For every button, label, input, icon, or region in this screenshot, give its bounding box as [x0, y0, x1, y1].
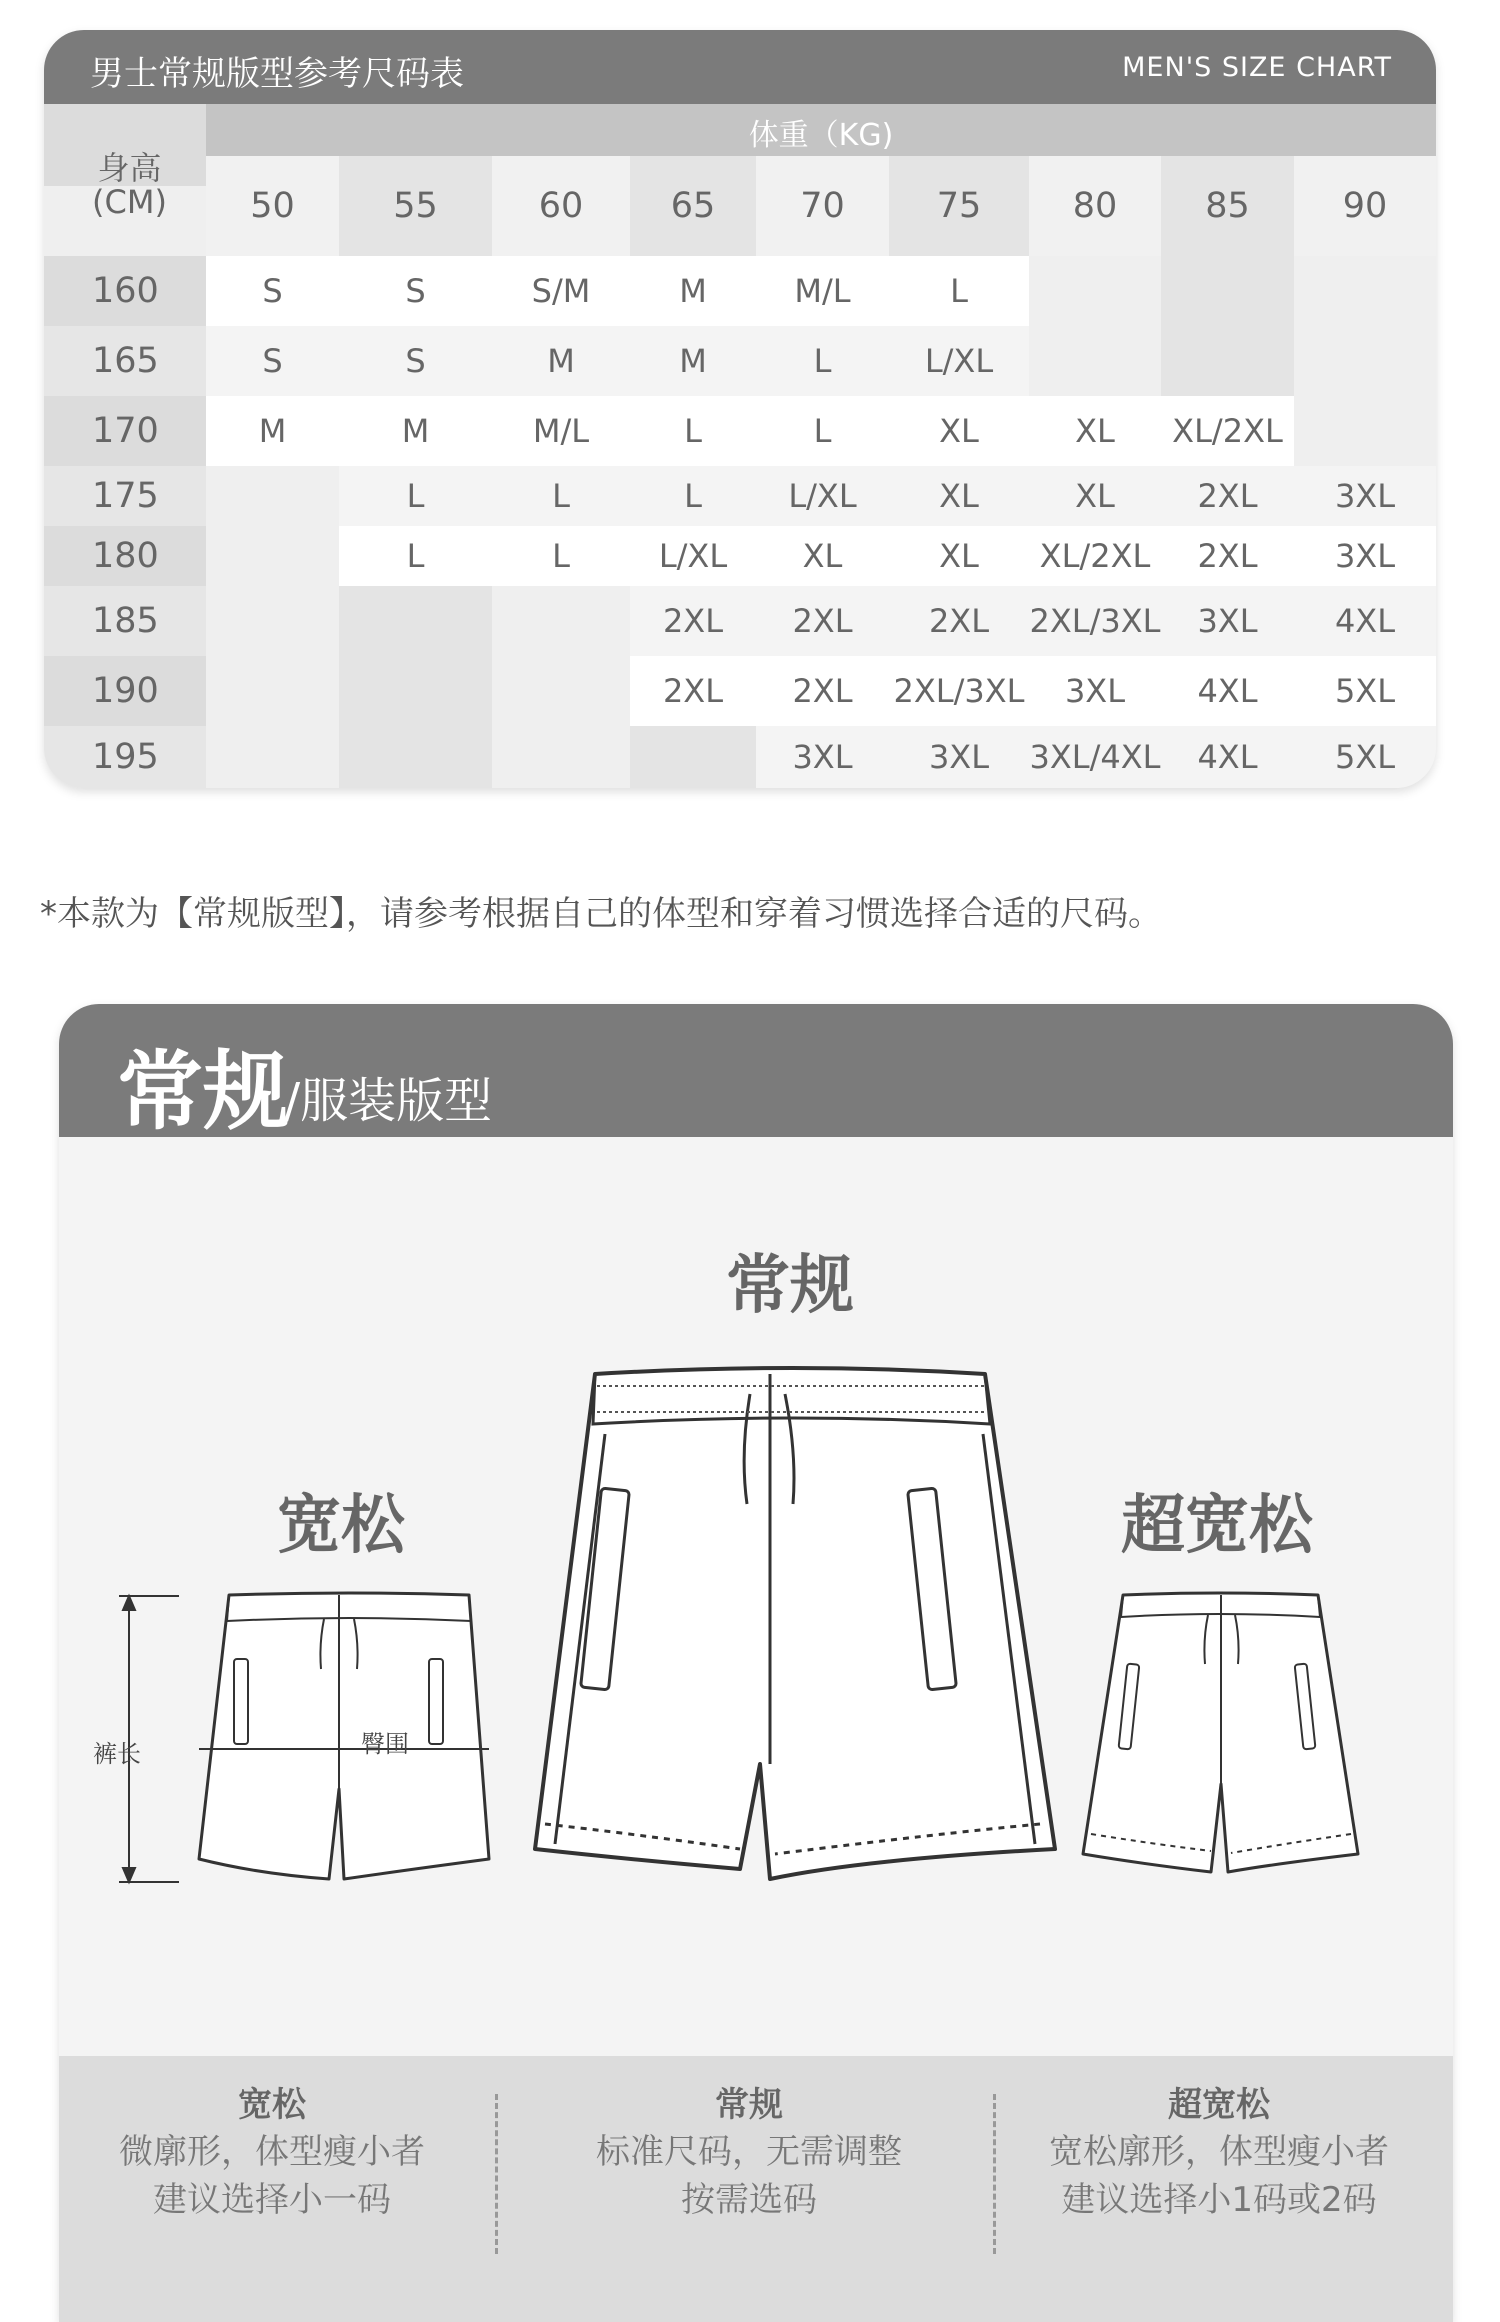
- label-loose: 宽松: [277, 1489, 405, 1563]
- size-cell: 3XL: [756, 726, 889, 788]
- height-row-165: 165: [44, 326, 206, 396]
- weight-header-60: 60: [492, 156, 630, 256]
- size-cell: 2XL: [756, 656, 889, 726]
- weight-header-55: 55: [339, 156, 492, 256]
- size-cell: 5XL: [1294, 656, 1436, 726]
- size-cell: [339, 656, 492, 726]
- size-cell: [206, 526, 339, 586]
- size-cell: [339, 586, 492, 656]
- size-cell: L: [339, 466, 492, 526]
- height-header-label: 身高 (CM): [92, 149, 167, 221]
- desc-loose-line-2: 建议选择小一码: [153, 2180, 391, 2220]
- size-cell: [1029, 326, 1161, 396]
- size-cell: XL/2XL: [1029, 526, 1161, 586]
- fit-title-main: 常规: [117, 1042, 289, 1142]
- size-cell: M/L: [492, 396, 630, 466]
- size-cell: [206, 586, 339, 656]
- size-cell: L: [756, 396, 889, 466]
- size-cell: XL: [889, 466, 1029, 526]
- size-cell: [630, 726, 756, 788]
- weight-header-70: 70: [756, 156, 889, 256]
- size-cell: M/L: [756, 256, 889, 326]
- size-cell: L: [630, 396, 756, 466]
- desc-divider-2: [993, 2094, 996, 2254]
- desc-loose-line-1: 微廓形，体型瘦小者: [119, 2132, 425, 2172]
- size-cell: [492, 586, 630, 656]
- size-cell: S: [206, 326, 339, 396]
- height-row-180: 180: [44, 526, 206, 586]
- size-cell: L: [630, 466, 756, 526]
- size-cell: 3XL: [1029, 656, 1161, 726]
- height-row-175: 175: [44, 466, 206, 526]
- size-chart-title: 男士常规版型参考尺码表: [90, 54, 464, 94]
- size-cell: S: [339, 256, 492, 326]
- size-cell: 4XL: [1294, 586, 1436, 656]
- desc-divider-1: [495, 2094, 498, 2254]
- fit-card: [59, 1004, 1453, 2322]
- size-cell: 4XL: [1161, 656, 1294, 726]
- size-cell: [1294, 256, 1436, 326]
- height-row-195: 195: [44, 726, 206, 788]
- desc-extra-loose-line-1: 宽松廓形，体型瘦小者: [1049, 2132, 1389, 2172]
- size-cell: 4XL: [1161, 726, 1294, 788]
- size-cell: S: [339, 326, 492, 396]
- size-cell: XL: [1029, 466, 1161, 526]
- size-cell: 3XL: [1294, 526, 1436, 586]
- size-cell: 2XL: [889, 586, 1029, 656]
- length-label: 裤长: [93, 1740, 141, 1768]
- size-cell: 2XL: [630, 656, 756, 726]
- label-regular: 常规: [726, 1249, 854, 1323]
- size-cell: XL: [889, 526, 1029, 586]
- size-cell: M: [630, 326, 756, 396]
- size-cell: 2XL/3XL: [1029, 586, 1161, 656]
- weight-header-65: 65: [630, 156, 756, 256]
- size-cell: [492, 726, 630, 788]
- fit-title-sub: /服装版型: [284, 1073, 493, 1129]
- size-cell: 3XL/4XL: [1029, 726, 1161, 788]
- desc-regular: [549, 2082, 949, 2224]
- size-cell: L: [756, 326, 889, 396]
- desc-extra-loose: [1019, 2082, 1419, 2224]
- height-row-185: 185: [44, 586, 206, 656]
- size-cell: 2XL: [630, 586, 756, 656]
- desc-regular-line-1: 标准尺码，无需调整: [596, 2132, 902, 2172]
- size-cell: S/M: [492, 256, 630, 326]
- fit-note: *本款为【常规版型】，请参考根据自己的体型和穿着习惯选择合适的尺码。: [40, 894, 1162, 934]
- size-cell: 2XL: [1161, 526, 1294, 586]
- size-cell: [1029, 256, 1161, 326]
- weight-header-50: 50: [206, 156, 339, 256]
- size-cell: L/XL: [630, 526, 756, 586]
- size-cell: M: [339, 396, 492, 466]
- size-cell: L/XL: [889, 326, 1029, 396]
- size-cell: 2XL: [756, 586, 889, 656]
- size-cell: 3XL: [1161, 586, 1294, 656]
- height-row-170: 170: [44, 396, 206, 466]
- weight-header-label: 体重（KG): [748, 118, 894, 153]
- weight-header-90: 90: [1294, 156, 1436, 256]
- size-cell: [1161, 326, 1294, 396]
- size-cell: M: [630, 256, 756, 326]
- weight-header-80: 80: [1029, 156, 1161, 256]
- size-cell: 5XL: [1294, 726, 1436, 788]
- size-chart-card: [44, 30, 1436, 788]
- size-cell: M: [492, 326, 630, 396]
- size-cell: [206, 656, 339, 726]
- size-cell: XL: [889, 396, 1029, 466]
- size-cell: XL/2XL: [1161, 396, 1294, 466]
- height-row-160: 160: [44, 256, 206, 326]
- size-cell: 2XL: [1161, 466, 1294, 526]
- size-cell: [206, 466, 339, 526]
- size-cell: S: [206, 256, 339, 326]
- weight-header-85: 85: [1161, 156, 1294, 256]
- hip-label: 臀围: [361, 1730, 409, 1758]
- size-cell: [206, 726, 339, 788]
- desc-loose: [72, 2082, 472, 2224]
- size-chart-subtitle: MEN'S SIZE CHART: [1122, 52, 1392, 83]
- size-cell: L/XL: [756, 466, 889, 526]
- size-cell: XL: [756, 526, 889, 586]
- size-cell: [1294, 396, 1436, 466]
- desc-extra-loose-line-2: 建议选择小1码或2码: [1061, 2180, 1377, 2220]
- size-cell: [1294, 326, 1436, 396]
- desc-regular-title: 常规: [715, 2085, 783, 2125]
- label-extra-loose: 超宽松: [1121, 1489, 1313, 1563]
- size-cell: L: [339, 526, 492, 586]
- height-row-190: 190: [44, 656, 206, 726]
- desc-extra-loose-title: 超宽松: [1168, 2085, 1270, 2125]
- size-cell: [1161, 256, 1294, 326]
- size-cell: [339, 726, 492, 788]
- size-cell: 2XL/3XL: [889, 656, 1029, 726]
- desc-regular-line-2: 按需选码: [681, 2180, 817, 2220]
- extra-loose-shorts-illustration: [1083, 1589, 1363, 1879]
- size-cell: 3XL: [889, 726, 1029, 788]
- size-cell: L: [492, 466, 630, 526]
- size-cell: XL: [1029, 396, 1161, 466]
- size-cell: M: [206, 396, 339, 466]
- regular-shorts-illustration: [535, 1354, 1055, 1924]
- size-cell: L: [889, 256, 1029, 326]
- loose-shorts-illustration: [199, 1589, 519, 1889]
- size-cell: [492, 656, 630, 726]
- weight-header-75: 75: [889, 156, 1029, 256]
- desc-loose-title: 宽松: [238, 2085, 306, 2125]
- size-cell: L: [492, 526, 630, 586]
- size-cell: 3XL: [1294, 466, 1436, 526]
